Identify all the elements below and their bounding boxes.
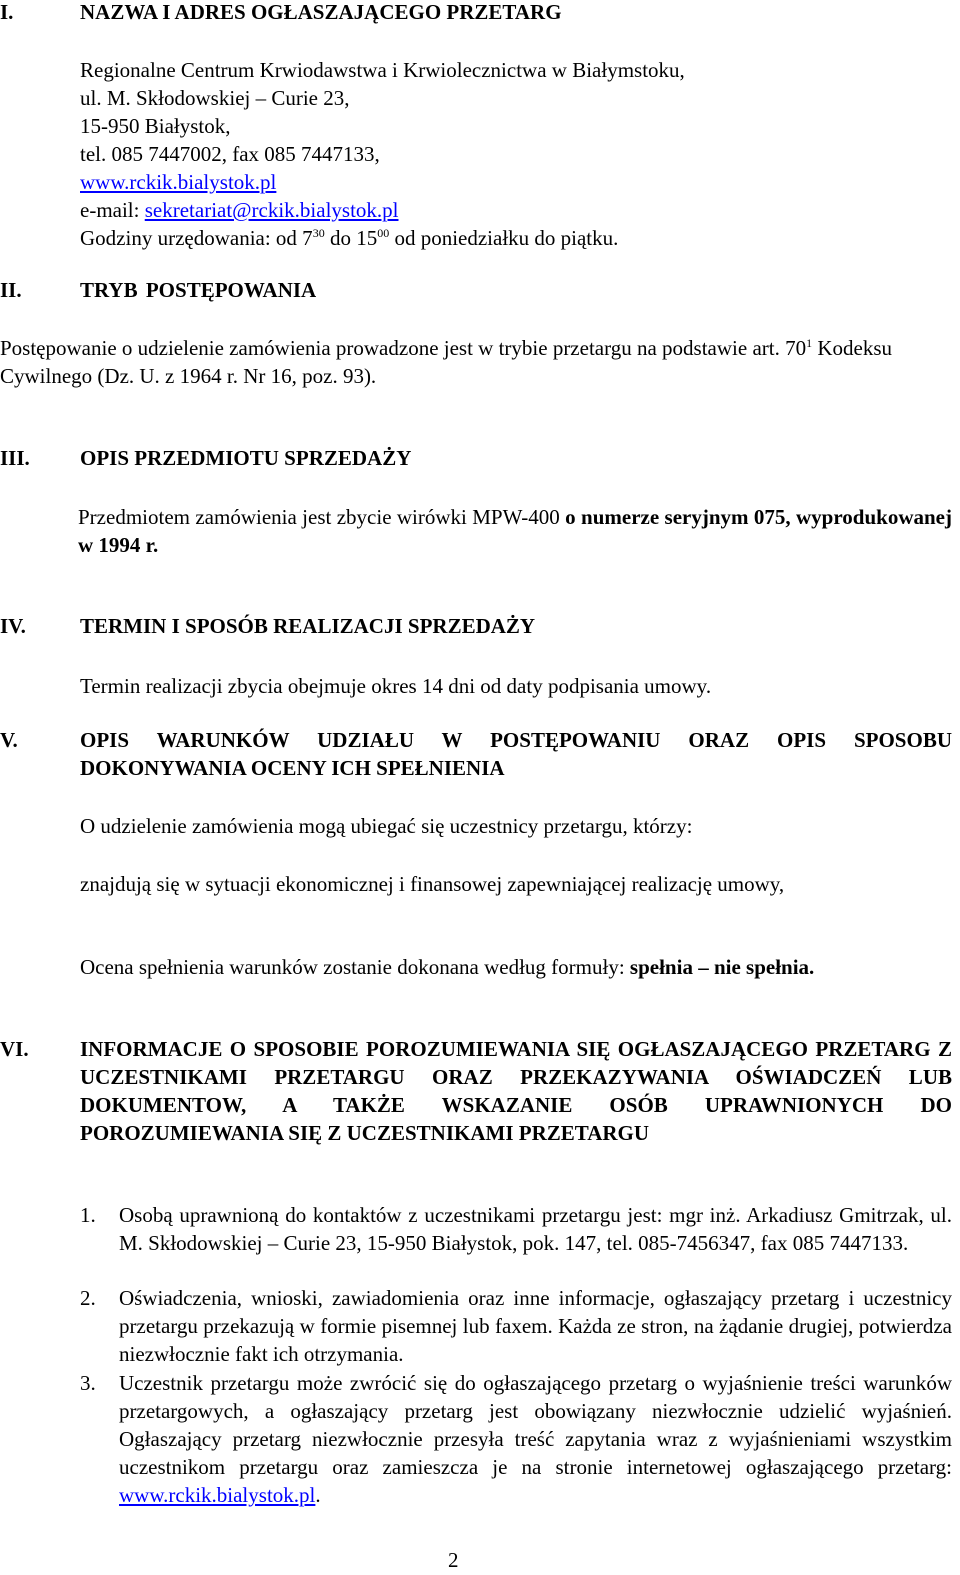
section-3-title: OPIS PRZEDMIOTU SPRZEDAŻY bbox=[80, 446, 412, 470]
list-item-2-text: Oświadczenia, wnioski, zawiadomienia oraz inne informacje, ogłaszający przetarg i uczestnicy przetargu przekazują w formie pisemnej lub faxem. Każda ze stron, na żądanie drugiej, potwierdza niezwłocznie fakt ich otrzymania. bbox=[119, 1286, 952, 1366]
hours-sup-2: 00 bbox=[377, 226, 390, 240]
org-phone: tel. 085 7447002, fax 085 7447133, bbox=[80, 142, 380, 166]
office-hours bbox=[80, 224, 618, 252]
section-5-p3-a: Ocena spełnienia warunków zostanie dokonana według formuły: bbox=[80, 955, 630, 979]
section-5-p1: O udzielenie zamówienia mogą ubiegać się uczestnicy przetargu, którzy: bbox=[80, 814, 693, 838]
list-item-1-text: Osobą uprawnioną do kontaktów z uczestnikami przetargu jest: mgr inż. Arkadiusz Gmitrzak, ul. M. Skłodowskiej – Curie 23, 15-950 Białystok, pok. 147, tel. 085-7456347, fax 085 7447133. bbox=[119, 1203, 952, 1255]
section-2-text bbox=[0, 334, 952, 390]
org-email-line bbox=[80, 196, 399, 224]
section-5-number: V. bbox=[0, 728, 18, 752]
hours-sup-1: 30 bbox=[312, 226, 325, 240]
section-4-number: IV. bbox=[0, 614, 26, 638]
list-item-2-number: 2. bbox=[80, 1286, 96, 1310]
section-6-number: VI. bbox=[0, 1037, 29, 1061]
section-2-text-a: Postępowanie o udzielenie zamówienia prowadzone jest w trybie przetargu na podstawie art. 70 bbox=[0, 336, 807, 360]
list-item-1-number: 1. bbox=[80, 1203, 96, 1227]
org-street: ul. M. Skłodowskiej – Curie 23, bbox=[80, 86, 350, 110]
section-1-number: I. bbox=[0, 0, 14, 24]
section-2-text-b: Kodeksu Cywilnego (Dz. U. z 1964 r. Nr 16, poz. 93). bbox=[0, 336, 893, 388]
section-3-text bbox=[78, 503, 952, 559]
section-3-text-a: Przedmiotem zamówienia jest zbycie wirówki MPW-400 bbox=[78, 505, 566, 529]
section-5-p3-bold: spełnia – nie spełnia. bbox=[629, 955, 815, 979]
org-website bbox=[80, 168, 276, 196]
list-item-3-text-a: Uczestnik przetargu może zwrócić się do ogłaszającego przetarg o wyjaśnienie treści warunków przetargowych, a ogłaszający przetarg jest obowiązany niezwłocznie udzielić wyjaśnień. Ogłaszający przetarg niezwłocznie przesyła treść zapytania wraz z wyjaśnieniami wszystkim uczestnikom przetargu oraz zamieszcza je na stronie internetowej ogłaszającego przetarg: bbox=[119, 1371, 952, 1479]
email-link[interactable]: sekretariat@rckik.bialystok.pl bbox=[144, 198, 399, 222]
section-1-title: NAZWA I ADRES OGŁASZAJĄCEGO PRZETARG bbox=[80, 0, 562, 24]
section-4-text: Termin realizacji zbycia obejmuje okres 14 dni od daty podpisania umowy. bbox=[80, 674, 712, 698]
list-item-3-text bbox=[119, 1369, 952, 1509]
section-4-title: TERMIN I SPOSÓB REALIZACJI SPRZEDAŻY bbox=[80, 614, 536, 638]
list-item-3-text-b: . bbox=[315, 1483, 321, 1507]
org-city: 15-950 Białystok, bbox=[80, 114, 231, 138]
section-3-text-bold: o numerze seryjnym 075, wyprodukowanej w 1994 r. bbox=[78, 505, 952, 557]
section-6-title: INFORMACJE O SPOSOBIE POROZUMIEWANIA SIĘ OGŁASZAJĄCEGO PRZETARG Z UCZESTNIKAMI PRZETARGU ORAZ PRZEKAZYWANIA OŚWIADCZEŃ LUB DOKUMENTOW, A TAKŻE WSKAZANIE OSÓB UPRAWNIONYCH DO POROZUMIEWANIA SIĘ Z UCZESTNIKAMI PRZETARGU bbox=[80, 1037, 952, 1145]
section-2-sup: 1 bbox=[806, 336, 813, 350]
hours-text-c: od poniedziałku do piątku. bbox=[389, 226, 619, 250]
section-5-p2: znajdują się w sytuacji ekonomicznej i finansowej zapewniającej realizację umowy, bbox=[80, 872, 785, 896]
list-item-3-link[interactable]: www.rckik.bialystok.pl bbox=[119, 1483, 316, 1507]
section-5-title: OPIS WARUNKÓW UDZIAŁU W POSTĘPOWANIU ORAZ OPIS SPOSOBU DOKONYWANIA OCENY ICH SPEŁNIENIA bbox=[80, 728, 952, 780]
section-2-number: II. bbox=[0, 278, 22, 302]
org-name: Regionalne Centrum Krwiodawstwa i Krwiolecznictwa w Białymstoku, bbox=[80, 58, 685, 82]
email-label: e-mail: bbox=[80, 198, 145, 222]
section-5-p3 bbox=[80, 953, 814, 981]
website-link[interactable]: www.rckik.bialystok.pl bbox=[80, 170, 277, 194]
section-2-title: TRYB POSTĘPOWANIA bbox=[80, 278, 317, 302]
hours-text-a: Godziny urzędowania: od 7 bbox=[80, 226, 313, 250]
list-item-3-number: 3. bbox=[80, 1371, 96, 1395]
page-number: 2 bbox=[448, 1548, 459, 1572]
section-3-number: III. bbox=[0, 446, 30, 470]
hours-text-b: do 15 bbox=[324, 226, 378, 250]
